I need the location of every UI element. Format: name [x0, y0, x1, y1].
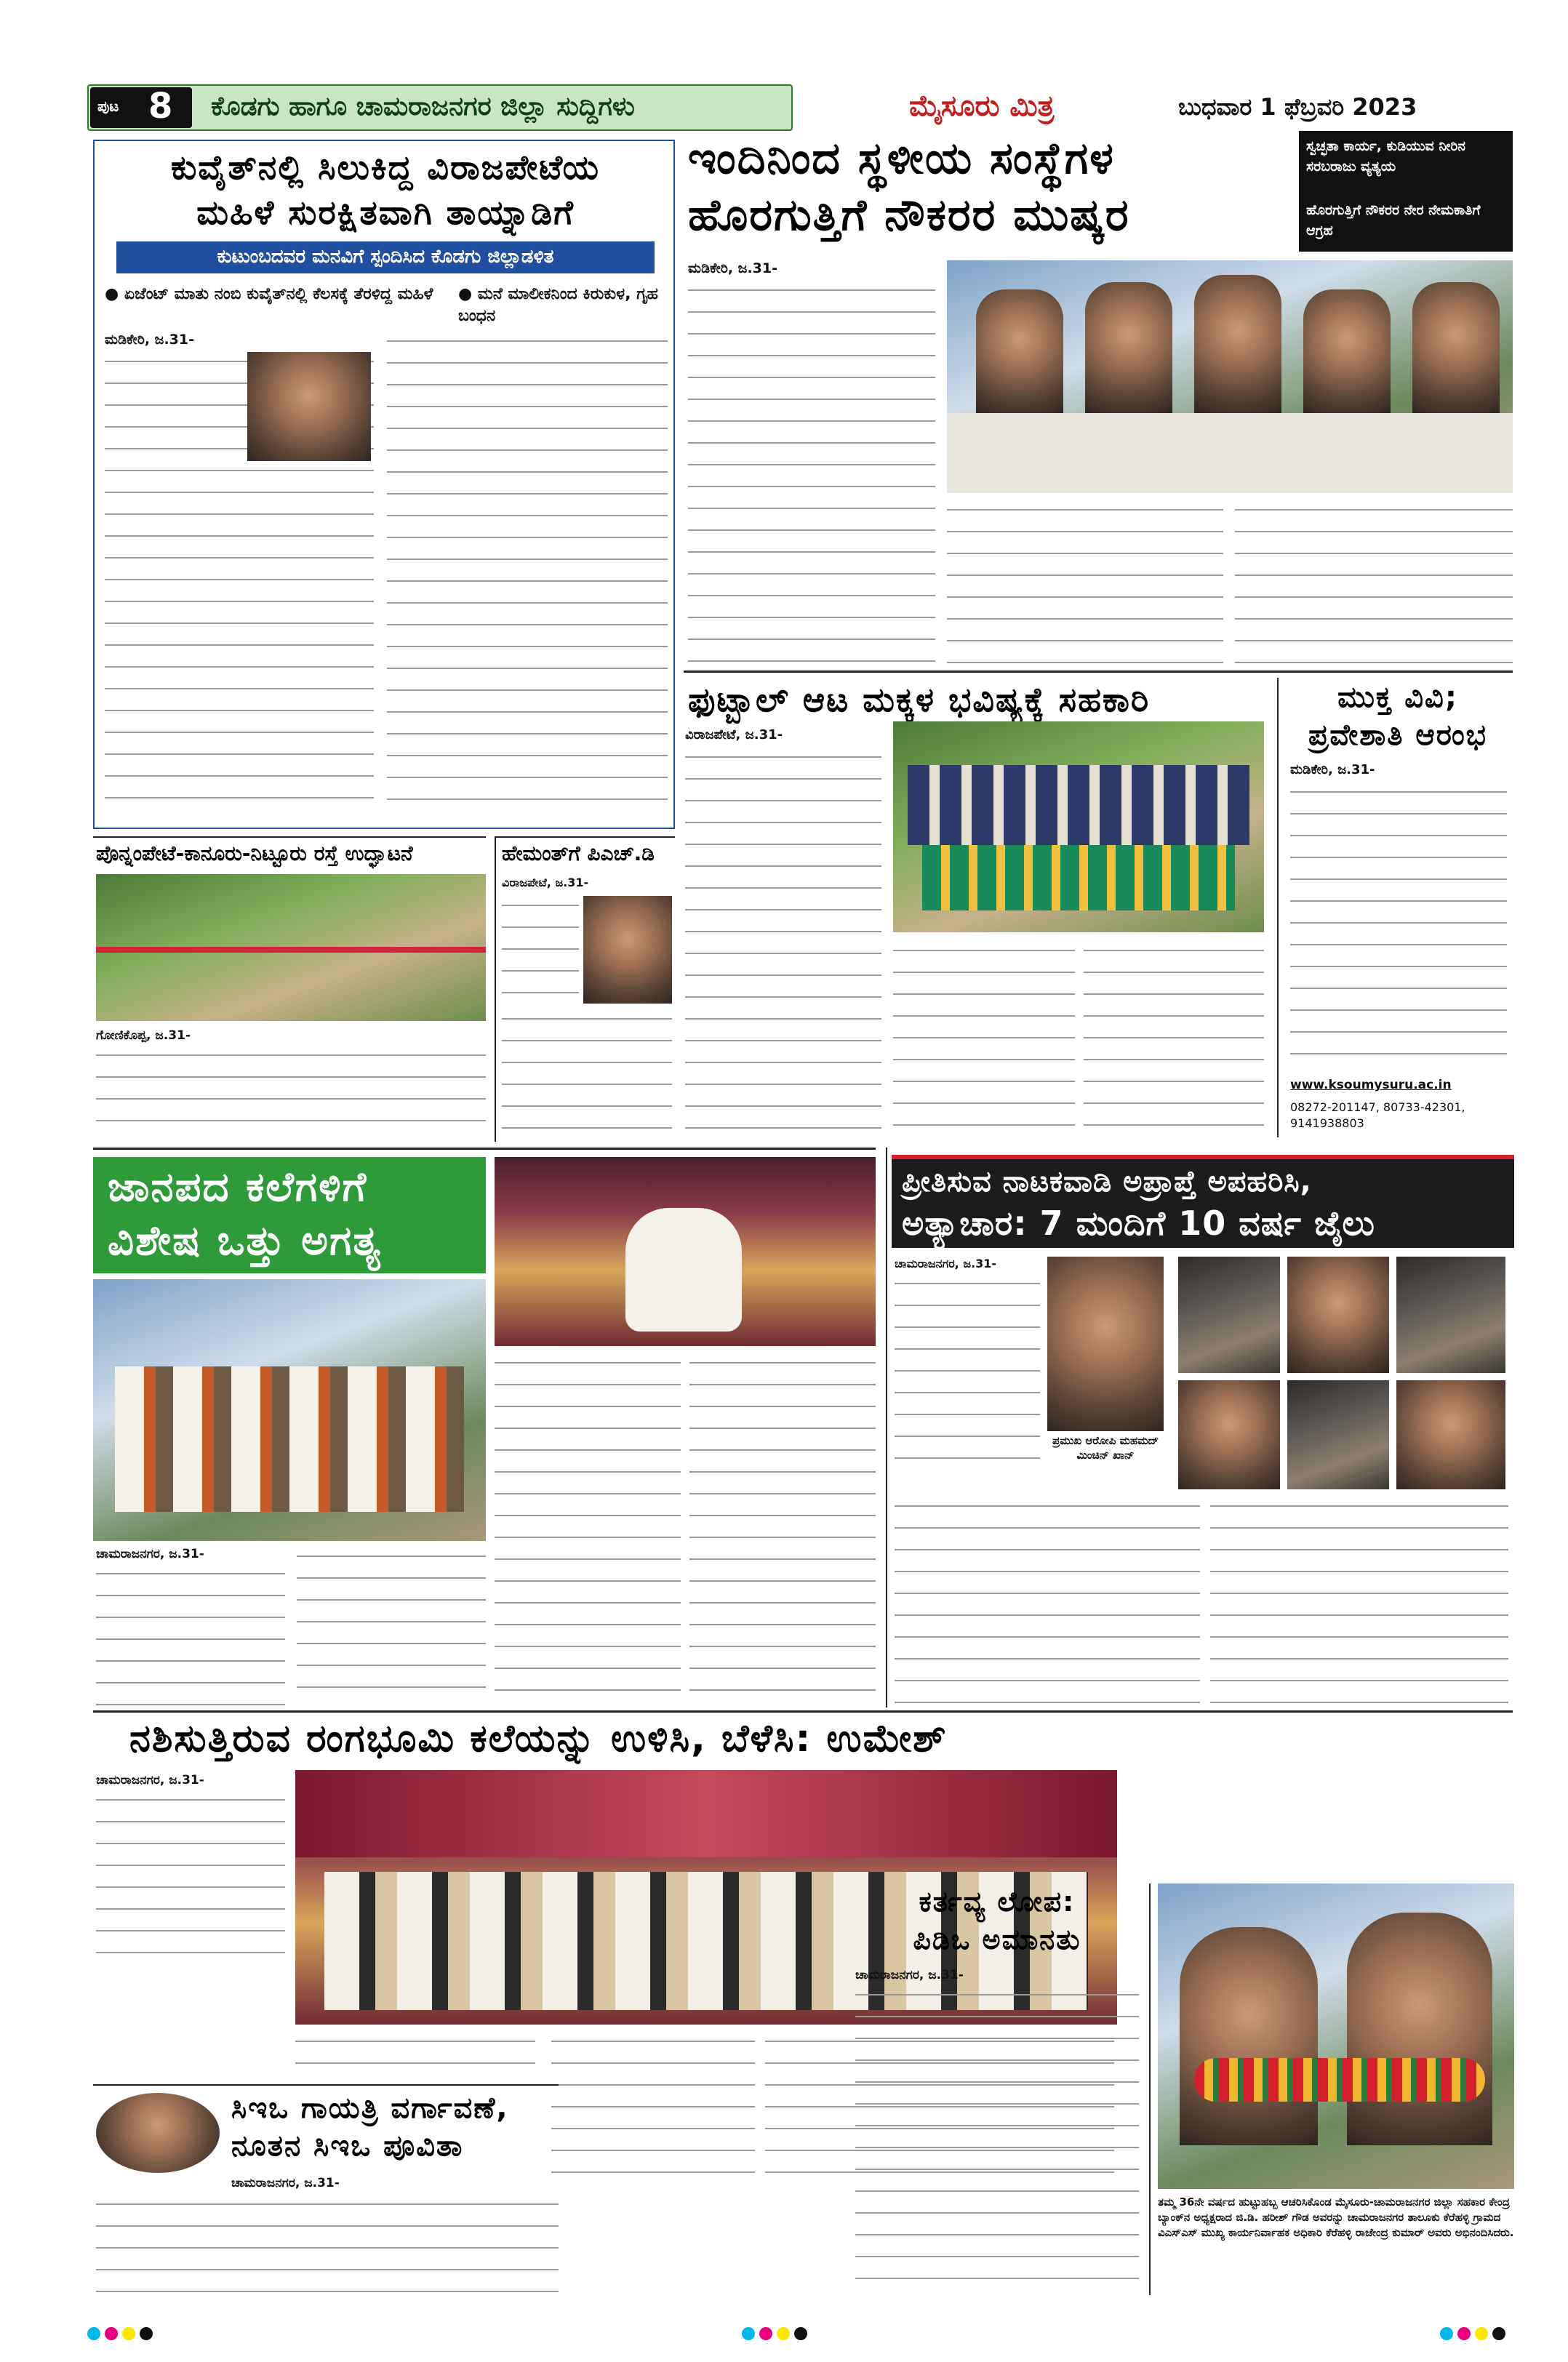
- team-row-back: [908, 765, 1249, 845]
- football-body-col-2: [893, 941, 1075, 1133]
- story-phd: [495, 836, 675, 1142]
- theatre-headline: ನಶಿಸುತ್ತಿರುವ ರಂಗಭೂಮಿ ಕಲೆಯನ್ನು ಉಳಿಸಿ, ಬೆಳೆಸಿ: ಉಮೇಶ್: [129, 1717, 948, 1761]
- rule-top-right: [684, 670, 1513, 673]
- dancers: [115, 1366, 464, 1512]
- ribbon: [96, 947, 486, 953]
- reg-dot-yellow: [1475, 2327, 1488, 2340]
- story-kuwait: [93, 140, 675, 829]
- press-table: [947, 413, 1513, 493]
- paper-name: ಮೈಸೂರು ಮಿತ್ರ: [909, 89, 1055, 123]
- ceo-body: [96, 2195, 559, 2292]
- reg-dot-yellow: [122, 2327, 135, 2340]
- kuwait-bullet-2: ● ಮನೆ ಮಾಲೀಕನಿಂದ ಕಿರುಕುಳ, ಗೃಹ ಬಂಧನ: [458, 285, 658, 325]
- phd-body-2: [502, 1009, 672, 1140]
- phd-dateline: ವಿರಾಜಪೇಟೆ, ಜ.31-: [502, 876, 589, 889]
- story-crime: [886, 1148, 1513, 1708]
- ceo-headline-1: ಸಿಇಒ ಗಾಯತ್ರಿ ವರ್ಗಾವಣೆ,: [231, 2091, 509, 2125]
- folk-headline-1: ಜಾನಪದ ಕಲೆಗಳಿಗೆ: [108, 1164, 368, 1211]
- pdo-headline-1: ಕರ್ತವ್ಯ ಲೋಪ:: [919, 1886, 1076, 1918]
- press-person-4: [1303, 289, 1391, 413]
- road-inauguration-photo: [96, 874, 486, 1021]
- folk-headline-box: [93, 1157, 486, 1273]
- kuwait-strap-text: ಕುಟುಂಬದವರ ಮನವಿಗೆ ಸ್ಪಂದಿಸಿದ ಕೊಡಗು ಜಿಲ್ಲಾಡಳಿತ: [217, 246, 554, 268]
- university-body: [1290, 782, 1507, 1073]
- press-person-5: [1412, 282, 1500, 413]
- folk-headline-2: ವಿಶೇಷ ಒತ್ತು ಅಗತ್ಯ: [108, 1217, 382, 1265]
- honoree-right: [1347, 1913, 1492, 2145]
- press-person-1: [976, 289, 1063, 413]
- story-strike: [684, 131, 1513, 669]
- page-number: 8: [148, 86, 173, 127]
- reg-dot-magenta: [1457, 2327, 1471, 2340]
- strike-side-point-1: ಸ್ವಚ್ಛತಾ ಕಾರ್ಯ, ಕುಡಿಯುವ ನೀರಿನ ಸರಬರಾಜು ವ್ಯತ್ಯಯ: [1306, 138, 1466, 175]
- white-horse-costume: [625, 1208, 742, 1332]
- crime-headline-2: ಅತ್ಯಾಚಾರ: 7 ಮಂದಿಗೆ 10 ವರ್ಷ ಜೈಲು: [902, 1204, 1375, 1243]
- folk-body-col-1: [96, 1564, 285, 1707]
- football-team-photo: [893, 721, 1264, 932]
- honoree-left: [1180, 1927, 1318, 2145]
- ceo-photo: [96, 2093, 220, 2173]
- kuwait-headline-2: ಮಹಿಳೆ ಸುರಕ್ಷಿತವಾಗಿ ತಾಯ್ನಾಡಿಗೆ: [196, 193, 575, 232]
- theatre-body-col-3: [551, 2032, 755, 2185]
- road-body: [96, 1046, 486, 1140]
- accused-photo-4: [1396, 1257, 1505, 1373]
- page-label: ಪುಟ: [97, 97, 119, 115]
- accused-photo-5: [1178, 1380, 1280, 1489]
- story-road: [93, 836, 486, 1142]
- strike-sidebox: [1299, 131, 1513, 252]
- strike-press-photo: [947, 260, 1513, 493]
- registration-marks-center: [742, 2327, 812, 2343]
- registration-marks-left: [87, 2327, 157, 2343]
- kuwait-body-col-2: [387, 332, 668, 817]
- strike-body-right: [1235, 500, 1513, 666]
- reg-dot-magenta: [759, 2327, 772, 2340]
- press-person-2: [1085, 282, 1172, 413]
- folk-body-col-2: [297, 1547, 486, 1707]
- folk-body-col-3: [495, 1353, 681, 1707]
- page-badge: [90, 87, 192, 128]
- kuwait-woman-photo: [247, 352, 371, 461]
- accused-photo-7: [1396, 1380, 1505, 1489]
- folk-body-col-4: [689, 1353, 876, 1707]
- garland: [1194, 2058, 1485, 2102]
- rule-mid: [93, 1710, 1513, 1713]
- university-headline-2: ಪ್ರವೇಶಾತಿ ಆರಂಭ: [1308, 718, 1487, 752]
- phd-body: [502, 896, 579, 1005]
- section-title: ಕೊಡಗು ಹಾಗೂ ಚಾಮರಾಜನಗರ ಜಿಲ್ಲಾ ಸುದ್ದಿಗಳು: [211, 92, 635, 121]
- reg-dot-black: [794, 2327, 807, 2340]
- football-body-col-1: [685, 748, 881, 1133]
- accused-main-photo: [1047, 1257, 1164, 1431]
- road-headline: ಪೊನ್ನಂಪೇಟೆ-ಕಾನೂರು-ನಿಟ್ಟೂರು ರಸ್ತೆ ಉದ್ಘಾಟನೆ: [96, 841, 413, 865]
- football-dateline: ವಿರಾಜಪೇಟೆ, ಜ.31-: [685, 727, 783, 742]
- reg-dot-black: [1492, 2327, 1505, 2340]
- crime-dateline: ಚಾಮರಾಜನಗರ, ಜ.31-: [895, 1257, 997, 1270]
- hemanth-photo: [583, 896, 672, 1004]
- crime-headline-box: [892, 1155, 1514, 1248]
- football-body-col-3: [1084, 941, 1264, 1133]
- accused-photo-3: [1287, 1257, 1389, 1373]
- strike-side-point-2: ಹೊರಗುತ್ತಿಗೆ ನೌಕರರ ನೇರ ನೇಮಕಾತಿಗೆ ಆಗ್ರಹ: [1306, 202, 1481, 239]
- pdo-dateline: ಚಾಮರಾಜನಗರ, ಜ.31-: [855, 1968, 964, 1982]
- kuwait-strap: [116, 241, 655, 273]
- crime-body-col-1: [895, 1497, 1200, 1705]
- strike-headline-2: ಹೊರಗುತ್ತಿಗೆ ನೌಕರರ ಮುಷ್ಕರ: [688, 190, 1130, 241]
- university-phone: 08272-201147, 80733-42301, 9141938803: [1290, 1100, 1465, 1131]
- folk-dance-photo: [93, 1279, 486, 1541]
- ceo-dateline: ಚಾಮರಾಜನಗರ, ಜ.31-: [231, 2176, 340, 2190]
- crime-body-top: [895, 1274, 1040, 1463]
- story-university: [1277, 678, 1513, 1137]
- university-headline-1: ಮುಕ್ತ ವಿವಿ;: [1337, 681, 1458, 714]
- kuwait-dateline: ಮಡಿಕೇರಿ, ಜ.31-: [105, 332, 194, 348]
- strike-dateline: ಮಡಿಕೇರಿ, ಜ.31-: [688, 260, 777, 276]
- story-ceo: [93, 2084, 559, 2295]
- accused-photo-2: [1178, 1257, 1280, 1373]
- press-person-3: [1194, 275, 1281, 413]
- birthday-photo: [1158, 1883, 1514, 2189]
- reg-dot-yellow: [777, 2327, 790, 2340]
- story-football: [675, 678, 1271, 1137]
- team-row-front: [922, 845, 1235, 910]
- story-birthday: [1149, 1883, 1513, 2295]
- strike-headline-1: ಇಂದಿನಿಂದ ಸ್ಥಳೀಯ ಸಂಸ್ಥೆಗಳ: [688, 133, 1115, 184]
- kuwait-headline-1: ಕುವೈತ್‌ನಲ್ಲಿ ಸಿಲುಕಿದ್ದ ವಿರಾಜಪೇಟೆಯ: [171, 148, 600, 187]
- theatre-dateline: ಚಾಮರಾಜನಗರ, ಜ.31-: [96, 1773, 204, 1787]
- theatre-body-col-1: [96, 1790, 285, 1972]
- story-pdo: [848, 1883, 1146, 2295]
- crime-body-col-2: [1210, 1497, 1508, 1705]
- pdo-body: [855, 1985, 1139, 2291]
- registration-marks-right: [1440, 2327, 1510, 2343]
- strike-body-mid: [947, 500, 1223, 666]
- reg-dot-cyan: [742, 2327, 755, 2340]
- story-folk: [93, 1148, 876, 1708]
- university-dateline: ಮಡಿಕೇರಿ, ಜ.31-: [1290, 762, 1375, 777]
- pdo-headline-2: ಪಿಡಿಒ ಅಮಾನತು: [913, 1923, 1081, 1955]
- accused-photo-6: [1287, 1380, 1389, 1489]
- football-headline: ಫುಟ್ಬಾಲ್ ಆಟ ಮಕ್ಕಳ ಭವಿಷ್ಯಕ್ಕೆ ಸಹಕಾರಿ: [688, 680, 1151, 719]
- masthead: [87, 81, 1513, 134]
- issue-date: ಬುಧವಾರ 1 ಫೆಬ್ರವರಿ 2023: [1178, 93, 1417, 121]
- reg-dot-cyan: [87, 2327, 100, 2340]
- stage-backdrop: [295, 1770, 1117, 1857]
- folk-dateline: ಚಾಮರಾಜನಗರ, ಜ.31-: [96, 1547, 204, 1561]
- reg-dot-magenta: [105, 2327, 118, 2340]
- kuwait-bullet-1: ● ಏಜೆಂಟ್ ಮಾತು ನಂಬಿ ಕುವೈತ್‌ನಲ್ಲಿ ಕೆಲಸಕ್ಕೆ ತೆರಳಿದ್ದ ಮಹಿಳೆ: [105, 285, 433, 303]
- strike-body-left: [688, 281, 935, 666]
- birthday-caption: ತಮ್ಮ 36ನೇ ವರ್ಷದ ಹುಟ್ಟುಹಬ್ಬ ಆಚರಿಸಿಕೊಂಡ ಮೈಸೂರು-ಚಾಮರಾಜನಗರ ಜಿಲ್ಲಾ ಸಹಕಾರ ಕೇಂದ್ರ ಬ್ಯಾಂಕ್‌ನ ಅಧ್ಯಕ್ಷರಾದ ಜಿ.ಡಿ. ಹರೀಶ್ ಗೌಡ ಅವರನ್ನು ಚಾಮರಾಜನಗರ ತಾಲೂಕು ಕೆರೆಹಳ್ಳಿ ಗ್ರಾಮದ ವಿಎಸ್‌ಎಸ್ ಮುಖ್ಯ ಕಾರ್ಯನಿರ್ವಾಹಕ ಅಧಿಕಾರಿ ಕೆರೆಹಳ್ಳಿ ರಾಜೇಂದ್ರ ಕುಮಾರ್ ಅವರು ಅಭಿನಂದಿಸಿದರು.: [1158, 2195, 1514, 2239]
- reg-dot-cyan: [1440, 2327, 1453, 2340]
- phd-headline: ಹೇಮಂತ್‌ಗೆ ಪಿಎಚ್.ಡಿ: [502, 841, 655, 865]
- accused-caption: ಪ್ರಮುಖ ಆರೋಪಿ ಮಹಮದ್ ಮಿಂಚಿನ್ ಖಾನ್: [1052, 1434, 1159, 1462]
- reg-dot-black: [140, 2327, 153, 2340]
- theatre-body-col-2: [295, 2032, 535, 2083]
- crime-headline-1: ಪ್ರೀತಿಸುವ ನಾಟಕವಾಡಿ ಅಪ್ರಾಪ್ತೆ ಅಪಹರಿಸಿ,: [902, 1165, 1312, 1198]
- folk-performer-photo: [495, 1157, 876, 1346]
- ceo-headline-2: ನೂತನ ಸಿಇಒ ಪೂವಿತಾ: [231, 2129, 464, 2163]
- road-dateline: ಗೋಣಿಕೊಪ್ಪ, ಜ.31-: [96, 1028, 191, 1043]
- university-website[interactable]: www.ksoumysuru.ac.in: [1290, 1078, 1452, 1092]
